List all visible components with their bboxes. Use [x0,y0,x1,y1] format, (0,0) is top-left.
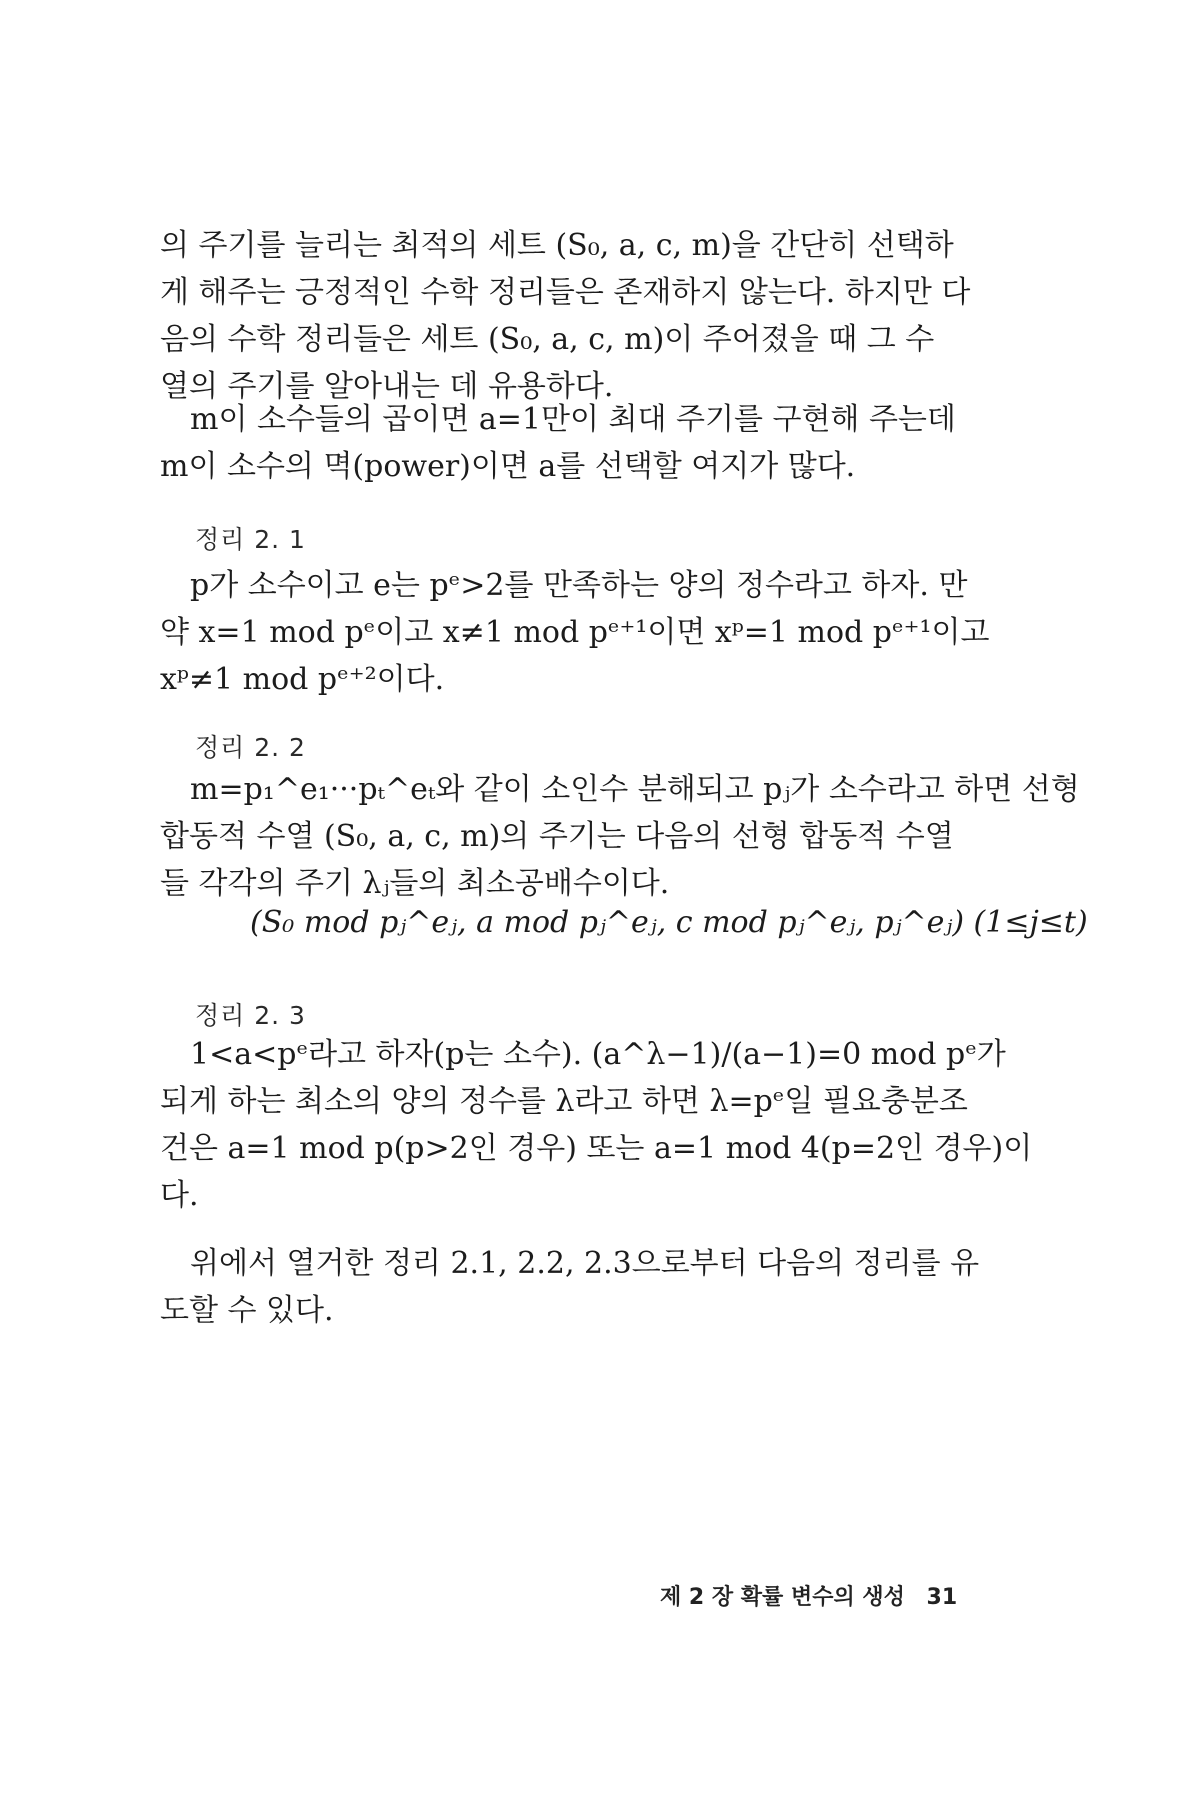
theorem-line: 건은 a=1 mod p(p>2인 경우) 또는 a=1 mod 4(p=2인 경우)이 [160,1131,1033,1166]
theorem-line: 되게 하는 최소의 양의 정수를 λ라고 하면 λ=pᵉ일 필요충분조 [160,1084,968,1119]
intro-line: 음의 수학 정리들은 세트 (S₀, a, c, m)이 주어졌을 때 그 수 [160,322,935,357]
intro-line: 의 주기를 늘리는 최적의 세트 (S₀, a, c, m)을 간단히 선택하 [160,228,954,263]
theorem-line: 다. [160,1178,199,1213]
theorem-line: p가 소수이고 e는 pᵉ>2를 만족하는 양의 정수라고 하자. 만 [190,568,968,603]
theorem-2-1-label: 정리 2. 1 [195,525,306,554]
page-footer [660,1580,1050,1611]
theorem-line: 합동적 수열 (S₀, a, c, m)의 주기는 다음의 선형 합동적 수열 [160,819,954,854]
intro-line: 열의 주기를 알아내는 데 유용하다. [160,369,614,404]
observation-line: m이 소수의 멱(power)이면 a를 선택할 여지가 많다. [160,449,856,484]
theorem-2-1-body [160,562,1060,703]
observation-line: m이 소수들의 곱이면 a=1만이 최대 주기를 구현해 주는데 [190,402,956,437]
conclusion-line: 도할 수 있다. [160,1293,334,1328]
theorem-2-3-body [160,1031,1060,1219]
theorem-2-2-formula: (S₀ mod pⱼ^eⱼ, a mod pⱼ^eⱼ, c mod pⱼ^eⱼ, pⱼ^eⱼ) (1≤j≤t) [250,905,1088,940]
theorem-2-2-body [160,766,1080,907]
theorem-line: 들 각각의 주기 λⱼ들의 최소공배수이다. [160,866,670,901]
theorem-2-2-label: 정리 2. 2 [195,733,306,762]
page-number: 31 [926,1585,958,1610]
conclusion-line: 위에서 열거한 정리 2.1, 2.2, 2.3으로부터 다음의 정리를 유 [190,1246,980,1281]
intro-line: 게 해주는 긍정적인 수학 정리들은 존재하지 않는다. 하지만 다 [160,275,971,310]
theorem-2-3-label: 정리 2. 3 [195,1001,306,1030]
observation-paragraph [160,396,1060,490]
theorem-line: 약 x=1 mod pᵉ이고 x≠1 mod pᵉ⁺¹이면 xᵖ=1 mod pᵉ⁺¹이고 [160,615,990,650]
conclusion-paragraph [160,1240,1060,1334]
intro-paragraph [160,222,1060,410]
theorem-line: m=p₁^e₁···pₜ^eₜ와 같이 소인수 분해되고 pⱼ가 소수라고 하면 선형 [190,772,1080,807]
theorem-line: xᵖ≠1 mod pᵉ⁺²이다. [160,662,445,697]
theorem-line: 1<a<pᵉ라고 하자(p는 소수). (a^λ−1)/(a−1)=0 mod pᵉ가 [190,1037,1006,1072]
chapter-title: 제 2 장 확률 변수의 생성 [660,1585,905,1610]
